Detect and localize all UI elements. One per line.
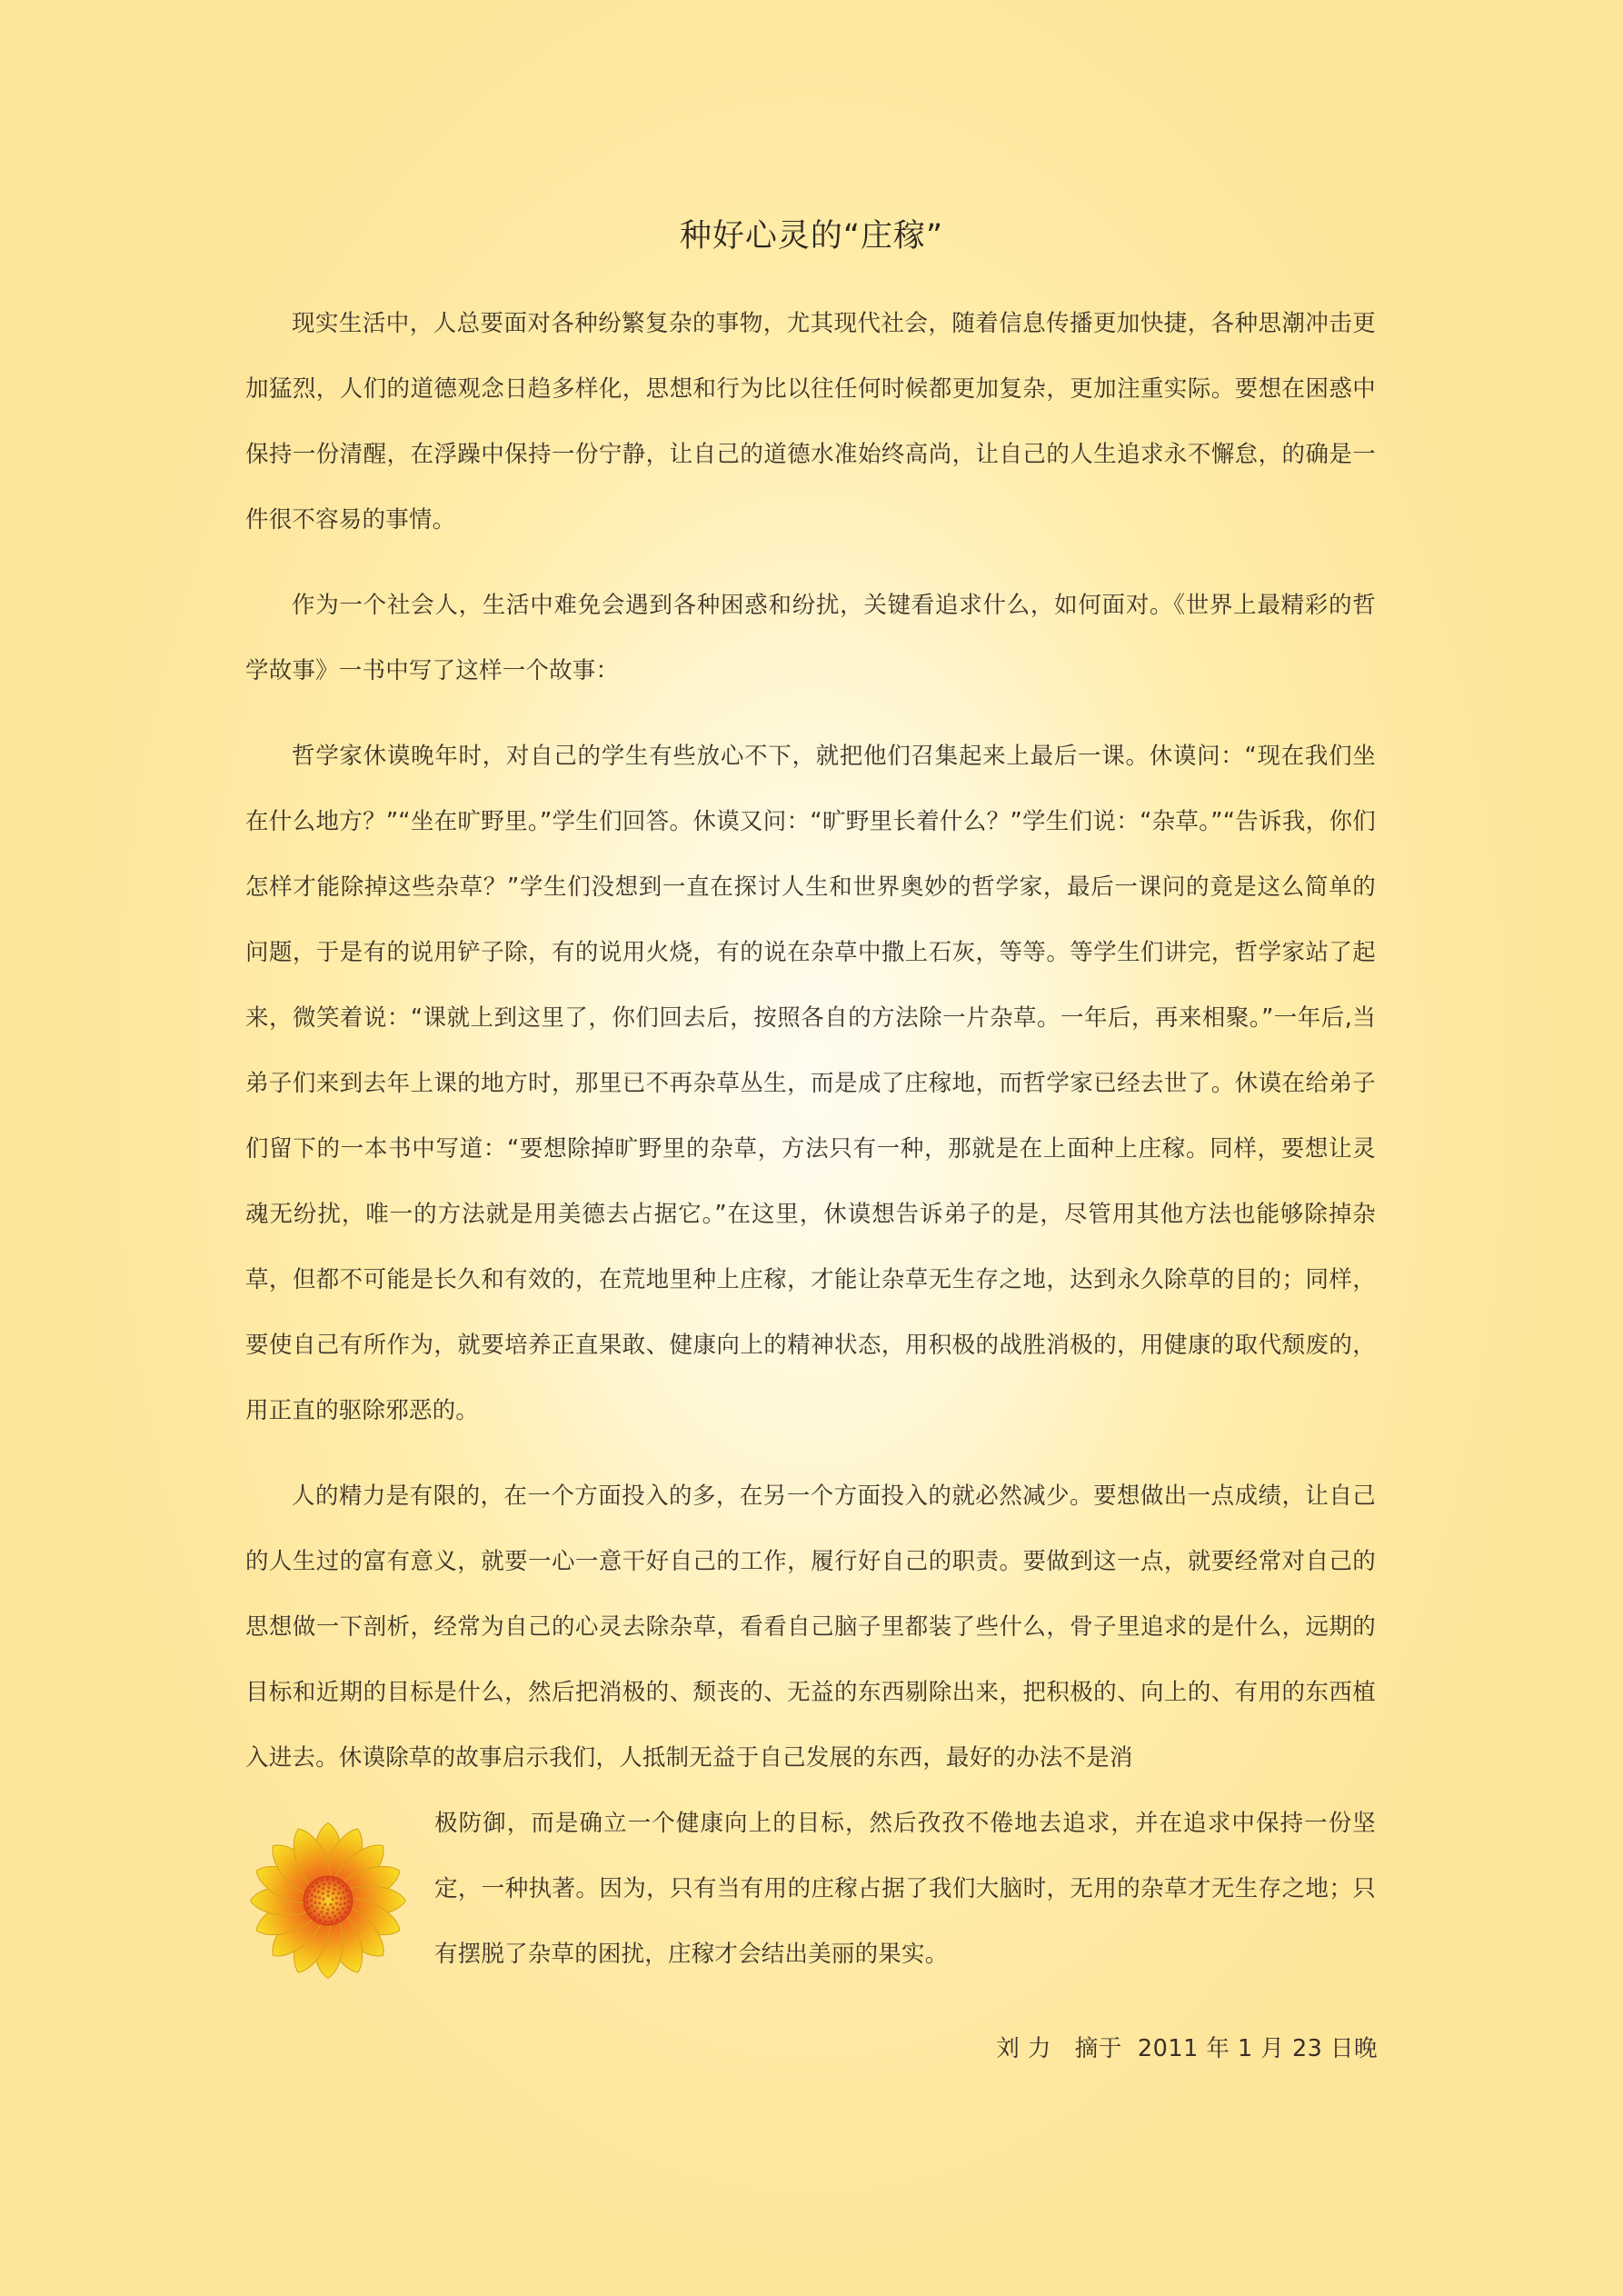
flower-seed [318,1902,321,1905]
flower-seed [326,1878,329,1881]
flower-seed [341,1915,344,1918]
paragraph-4: 人的精力是有限的，在一个方面投入的多，在另一个方面投入的就必然减少。要想做出一点成绩，让自己的人生过的富有意义，就要一心一意干好自己的工作，履行好自己的职责。要做到这一点，就要经常对自己的思想做一下剖析，经常为自己的心灵去除杂草，看看自己脑子里都装了些什么，骨子里追求的是什么，远期的目标和近期的目标是什么，然后把消极的、颓丧的、无益的东西剔除出来，把积极的、向上的、有用的东西植入进去。休谟除草的故事启示我们，人抵制无益于自己发展的东西，最好的办法不是消 [245,1482,1376,1772]
signature: 刘 力 摘于 2011 年 1 月 23 日晚 [996,2035,1378,2062]
flower-seed [347,1894,350,1897]
flower-seed [314,1916,316,1919]
flower-seed [311,1885,314,1888]
flower-seed [321,1911,324,1913]
paragraph-4-tail: 极防御，而是确立一个健康向上的目标，然后孜孜不倦地去追求，并在追求中保持一份坚定，一种执著。因为，只有当有用的庄稼占据了我们大脑时，无用的杂草才无生存之地；只有摆脱了杂草的困扰，庄稼才会结出美丽的果实。 [434,1810,1376,1968]
flower-seed [323,1916,325,1919]
flower-seed [345,1890,348,1892]
page-title: 种好心灵的“庄稼” [679,218,944,255]
paragraph-3: 哲学家休谟晚年时，对自己的学生有些放心不下，就把他们召集起来上最后一课。休谟问：“现在我们坐在什么地方？”“坐在旷野里。”学生们回答。休谟又问：“旷野里长着什么？”学生们说：“杂草。”“告诉我，你们怎样才能除掉这些杂草？”学生们没想到一直在探讨人生和世界奥妙的哲学家，最后一课问的竟是这么简单的问题，于是有的说用铲子除，有的说用火烧，有的说在杂草中撒上石灰，等等。等学生们讲完，哲学家站了起来，微笑着说：“课就上到这里了，你们回去后，按照各自的方法除一片杂草。一年后，再来相聚。”一年后,当弟子们来到去年上课的地方时，那里已不再杂草丛生，而是成了庄稼地，而哲学家已经去世了。休谟在给弟子们留下的一本书中写道：“要想除掉旷野里的杂草，方法只有一种，那就是在上面种上庄稼。同样，要想让灵魂无纷扰，唯一的方法就是用美德去占据它。”在这里，休谟想告诉弟子的是，尽管用其他方法也能够除掉杂草，但都不可能是长久和有效的，在荒地里种上庄稼，才能让杂草无生存之地，达到永久除草的目的；同样，要使自己有所作为，就要培养正直果敢、健康向上的精神状态，用积极的战胜消极的，用健康的取代颓废的，用正直的驱除邪恶的。 [245,743,1376,1424]
flower-seed [344,1902,346,1905]
flower-seed [322,1892,324,1895]
flower-seed [318,1897,321,1900]
flower-seed [334,1915,336,1918]
flower-seed [322,1887,324,1890]
flower-seed [328,1886,331,1889]
flower-seed [323,1898,325,1901]
flower-seed [338,1887,341,1890]
flower-seed [342,1884,344,1887]
flower-seed [344,1912,347,1914]
flower-seed [306,1902,309,1904]
flower-seed [314,1910,316,1912]
flower-seed [334,1883,336,1886]
flower-seed [319,1919,322,1922]
flower-seed [344,1897,346,1900]
flower-seed [307,1907,310,1910]
flower-seed [317,1891,320,1893]
flower-seed [336,1908,339,1911]
flower-seed [337,1882,340,1884]
flower-seed [314,1895,317,1898]
flower-seed [335,1919,338,1922]
flower-seed [327,1891,330,1893]
flower-seed [328,1916,331,1919]
flower-seed [347,1906,350,1909]
flower-seed [310,1912,313,1914]
flower-seed [335,1897,338,1900]
flower-seed [332,1907,334,1910]
flower-seed [342,1907,344,1910]
flower-seed [322,1906,324,1909]
paragraph-2: 作为一个社会人，生活中难免会遇到各种困惑和纷扰，关键看追求什么，如何面对。《世界上最精彩的哲学故事》一书中写了这样一个故事： [245,592,1376,684]
flower-seed [339,1903,342,1906]
article-body [245,291,1376,1987]
flower-seed [317,1913,320,1916]
flower-seed [310,1900,313,1902]
flower-seed [328,1882,331,1885]
flower-seed [332,1912,334,1914]
flower-seed [335,1902,338,1905]
flower-seed [327,1908,330,1911]
flower-seed [338,1912,341,1914]
flower-seed [348,1901,351,1903]
flower-seed [330,1903,333,1906]
flower-seed [314,1889,316,1892]
flower-seed [334,1888,336,1891]
flower-seed [326,1912,329,1915]
flower-seed [332,1898,334,1901]
paragraph-1: 现实生活中，人总要面对各种纷繁复杂的事物，尤其现代社会，随着信息传播更加快捷，各种思潮冲击更加猛烈，人们的道德观念日趋多样化，思想和行为比以往任何时候都更加复杂，更加注重实际。要想在困惑中保持一份清醒，在浮躁中保持一份宁静，让自己的道德水准始终高尚，让自己的人生追求永不懈怠，的确是一件很不容易的事情。 [245,310,1376,534]
flower-seed [311,1893,314,1896]
flower-seed [314,1902,317,1904]
flower-seed [337,1892,340,1894]
flower-seed [323,1882,325,1885]
flower-seed [332,1879,334,1882]
flower-seed [324,1921,327,1923]
flower-seed [327,1894,330,1897]
flower-seed [306,1895,309,1898]
flower-seed [332,1892,334,1895]
flower-seed [311,1905,314,1908]
flower-seed [324,1903,326,1906]
flower-seed [342,1892,344,1894]
flower-seed [315,1882,318,1884]
flower-seed [316,1907,319,1910]
flower-seed [317,1885,320,1888]
flower-seed [330,1920,333,1922]
flower-icon [247,1820,409,1982]
flower-seed [308,1890,311,1892]
flower-seed [340,1897,343,1900]
flower-seed [321,1879,324,1882]
